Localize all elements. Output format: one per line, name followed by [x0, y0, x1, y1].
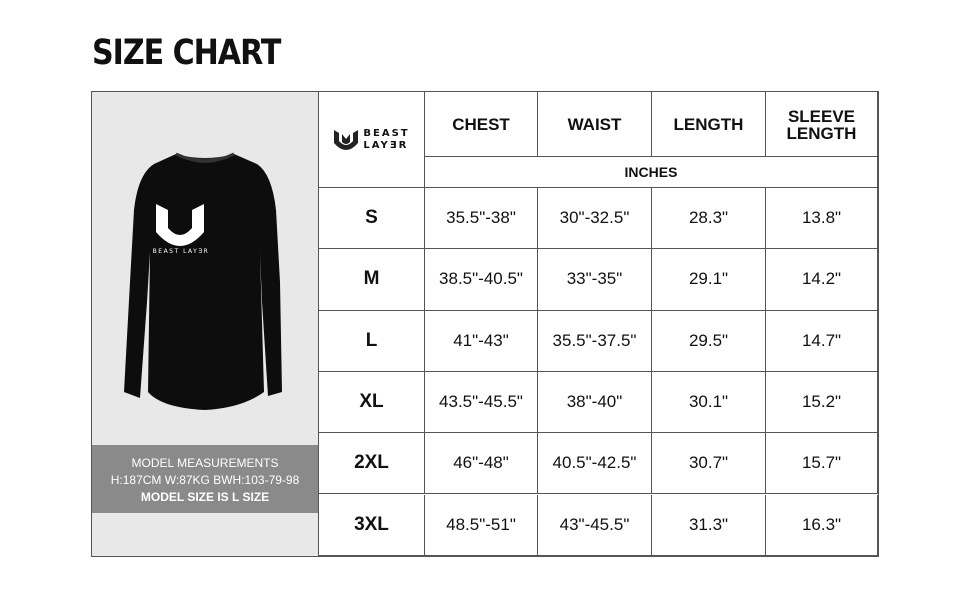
waist-value: 43"-45.5": [538, 495, 652, 556]
header-length: LENGTH: [652, 92, 766, 157]
length-value: 28.3": [652, 188, 766, 249]
size-chart: [91, 91, 879, 557]
chest-value: 41"-43": [425, 311, 538, 372]
brand-logo: [319, 92, 425, 188]
length-value: 29.5": [652, 311, 766, 372]
sleeve-value: 15.7": [766, 433, 878, 494]
size-label: S: [319, 188, 425, 249]
chest-value: 38.5"-40.5": [425, 249, 538, 310]
sleeve-value: 15.2": [766, 372, 878, 433]
length-value: 30.1": [652, 372, 766, 433]
chest-value: 43.5"-45.5": [425, 372, 538, 433]
header-chest: CHEST: [425, 92, 538, 157]
length-value: 30.7": [652, 433, 766, 494]
waist-value: 35.5"-37.5": [538, 311, 652, 372]
panel-filler: [92, 513, 319, 556]
size-label: XL: [319, 372, 425, 433]
product-image: [92, 92, 319, 445]
size-table: [319, 92, 878, 556]
length-value: 29.1": [652, 249, 766, 310]
model-heading: MODEL MEASUREMENTS: [131, 456, 279, 470]
size-label: M: [319, 249, 425, 310]
chest-value: 48.5"-51": [425, 495, 538, 556]
shirt-image: [92, 92, 318, 445]
waist-value: 38"-40": [538, 372, 652, 433]
sleeve-value: 13.8": [766, 188, 878, 249]
waist-value: 30"-32.5": [538, 188, 652, 249]
model-measurements: [92, 445, 319, 513]
sleeve-value: 14.2": [766, 249, 878, 310]
shirt-print-text: BEAST LAYƎR: [152, 248, 210, 255]
units-label: INCHES: [425, 157, 878, 188]
header-sleeve-length: SLEEVE LENGTH: [766, 92, 878, 157]
model-size-note: MODEL SIZE IS L SIZE: [140, 490, 270, 504]
page-title: SIZE CHART: [92, 33, 281, 73]
waist-value: 33"-35": [538, 249, 652, 310]
length-value: 31.3": [652, 495, 766, 556]
brand-logo-icon: [333, 127, 359, 153]
brand-line-2: LAYƎR: [363, 139, 409, 151]
header-waist: WAIST: [538, 92, 652, 157]
chest-value: 46"-48": [425, 433, 538, 494]
brand-line-1: BEAST: [363, 127, 410, 139]
size-label: 3XL: [319, 495, 425, 556]
sleeve-value: 16.3": [766, 495, 878, 556]
waist-value: 40.5"-42.5": [538, 433, 652, 494]
model-stats: H:187CM W:87KG BWH:103-79-98: [110, 473, 300, 487]
size-label: 2XL: [319, 433, 425, 494]
chest-value: 35.5"-38": [425, 188, 538, 249]
size-label: L: [319, 311, 425, 372]
sleeve-value: 14.7": [766, 311, 878, 372]
